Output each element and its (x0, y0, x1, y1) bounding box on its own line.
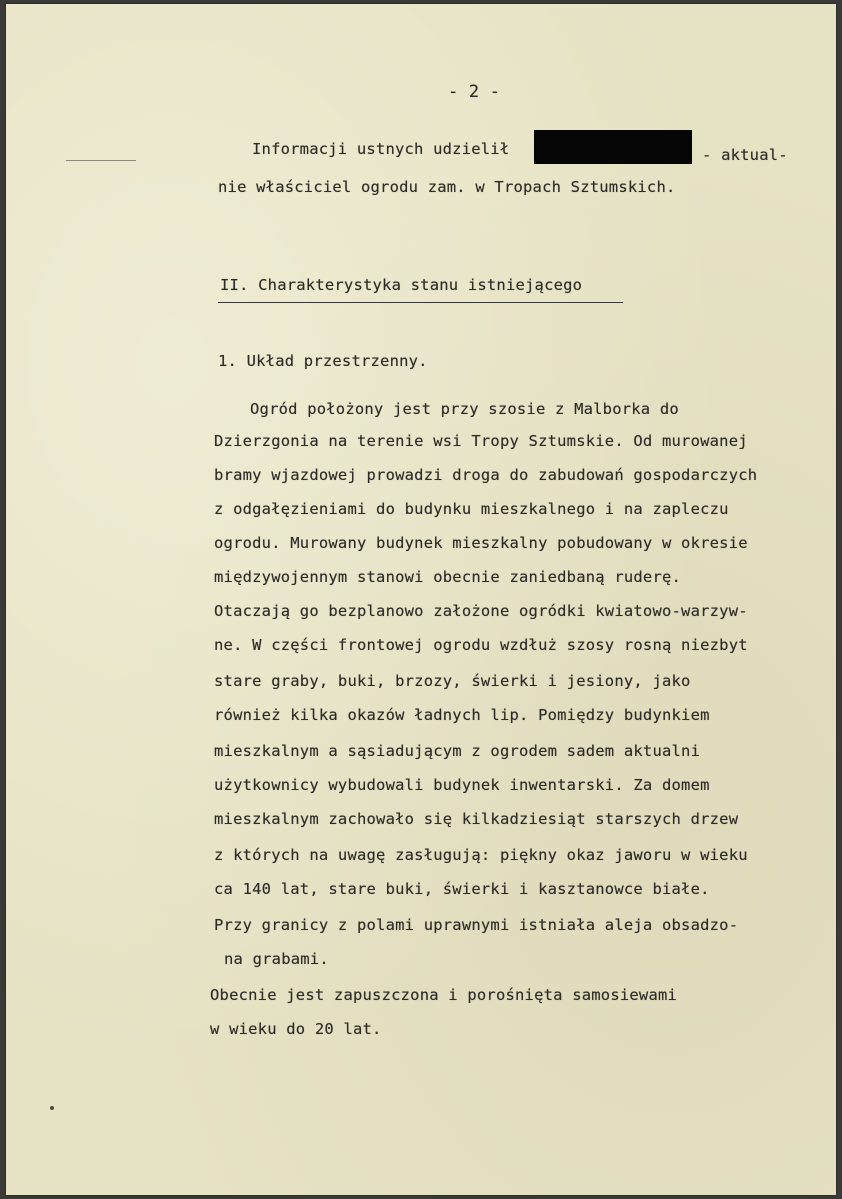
body-line: mieszkalnym zachowało się kilkadziesiąt starszych drzew (214, 810, 739, 828)
heading-underline (218, 302, 623, 303)
body-line: Dzierzgonia na terenie wsi Tropy Sztumskie. Od murowanej (214, 432, 748, 450)
body-line: stare graby, buki, brzozy, świerki i jesiony, jako (214, 672, 691, 690)
section-heading: II. Charakterystyka stanu istniejącego (220, 276, 583, 294)
page-number: - 2 - (448, 82, 501, 102)
body-line: w wieku do 20 lat. (210, 1020, 382, 1038)
intro-line-1-start: Informacji ustnych udzielił (252, 140, 510, 158)
body-line: Przy granicy z polami uprawnymi istniała aleja obsadzo- (214, 916, 739, 934)
intro-line-2: nie właściciel ogrodu zam. w Tropach Sztumskich. (218, 178, 676, 196)
body-line: Obecnie jest zapuszczona i porośnięta samosiewami (210, 986, 678, 1004)
body-line: z których na uwagę zasługują: piękny okaz jaworu w wieku (214, 846, 748, 864)
body-line: użytkownicy wybudowali budynek inwentarski. Za domem (214, 776, 710, 794)
body-line: mieszkalnym a sąsiadującym z ogrodem sadem aktualni (214, 742, 701, 760)
subsection-heading: 1. Układ przestrzenny. (218, 352, 428, 370)
document-page (6, 4, 836, 1195)
body-line: międzywojennym stanowi obecnie zaniedbaną ruderę. (214, 568, 682, 586)
body-line: na grabami. (224, 950, 329, 968)
punch-mark (50, 1106, 54, 1110)
body-line: Ogród położony jest przy szosie z Malborka do (250, 400, 679, 418)
body-line: bramy wjazdowej prowadzi droga do zabudowań gospodarczych (214, 466, 758, 484)
body-line: Otaczają go bezplanowo założone ogródki kwiatowo-warzyw- (214, 602, 748, 620)
body-line: również kilka okazów ładnych lip. Pomiędzy budynkiem (214, 706, 710, 724)
body-line: ca 140 lat, stare buki, świerki i kasztanowce białe. (214, 880, 710, 898)
intro-line-1-end: - aktual- (702, 146, 788, 164)
margin-mark (66, 160, 136, 161)
body-line: ne. W części frontowej ogrodu wzdłuż szosy rosną niezbyt (214, 636, 748, 654)
body-line: z odgałęzieniami do budynku mieszkalnego i na zapleczu (214, 500, 729, 518)
body-line: ogrodu. Murowany budynek mieszkalny pobudowany w okresie (214, 534, 748, 552)
redaction-block (534, 130, 692, 164)
